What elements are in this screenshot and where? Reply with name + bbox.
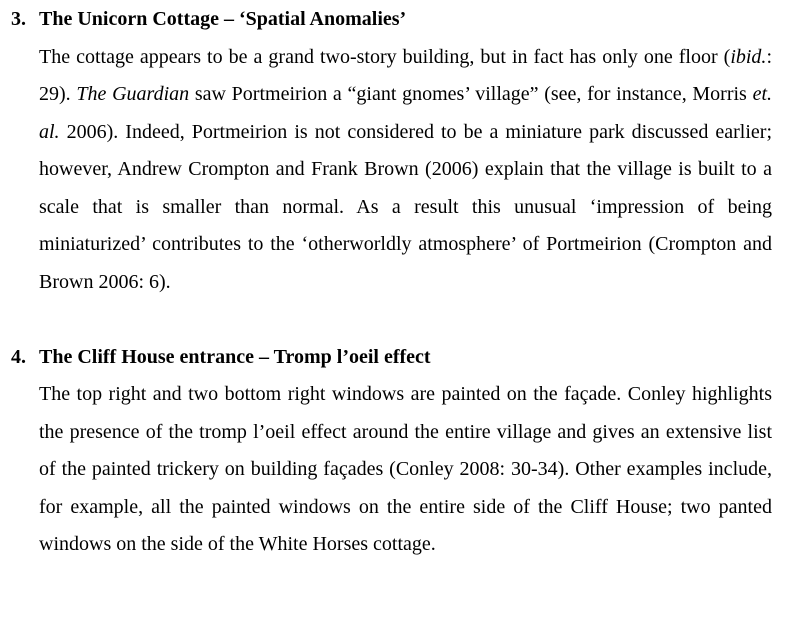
section-3 [11, 1, 772, 301]
item-number-3: 3. [11, 8, 26, 30]
text-segment-italic: ibid. [730, 45, 767, 68]
text-segment: The cottage appears to be a grand two-story building, but in fact has only one floor ( [39, 45, 731, 68]
section-4-paragraph [39, 376, 772, 564]
text-segment-italic: The Guardian [76, 83, 190, 105]
section-3-content [39, 1, 772, 301]
text-segment-italic: et. al. [39, 83, 772, 143]
section-4-content [39, 339, 772, 564]
text-segment: 2006). Indeed, Portmeirion is not considered to be a miniature park discussed earlier; however, Andrew Crompton and Frank Brown (2006) explain that the village is built to a scale that is smaller than normal. As a result this unusual ‘impression of being miniaturized’ contributes to the ‘otherworldly atmosphere’ of Portmeirion (Crompton and Brown 2006: 6). [39, 120, 772, 293]
section-4-heading: The Cliff House entrance – Tromp l’oeil effect [39, 345, 431, 368]
text-segment: saw Portmeirion a “giant gnomes’ village” (see, for instance, Morris [189, 83, 753, 105]
text-segment: The top right and two bottom right windows are painted on the façade. Conley highlights the presence of the tromp l’oeil effect around the entire village and gives an extensive list of the painted trickery on building façades (Conley 2008: 30-34). Other examples include, for example, all the painted windows on the entire side of the Cliff House; two panted windows on the side of the White Horses cottage. [39, 383, 772, 555]
text-segment: : 29). [39, 45, 772, 105]
section-3-heading: The Unicorn Cottage – ‘Spatial Anomalies’ [39, 8, 407, 30]
section-4 [11, 339, 772, 564]
section-3-paragraph [39, 39, 772, 302]
item-number-4: 4. [11, 345, 26, 368]
